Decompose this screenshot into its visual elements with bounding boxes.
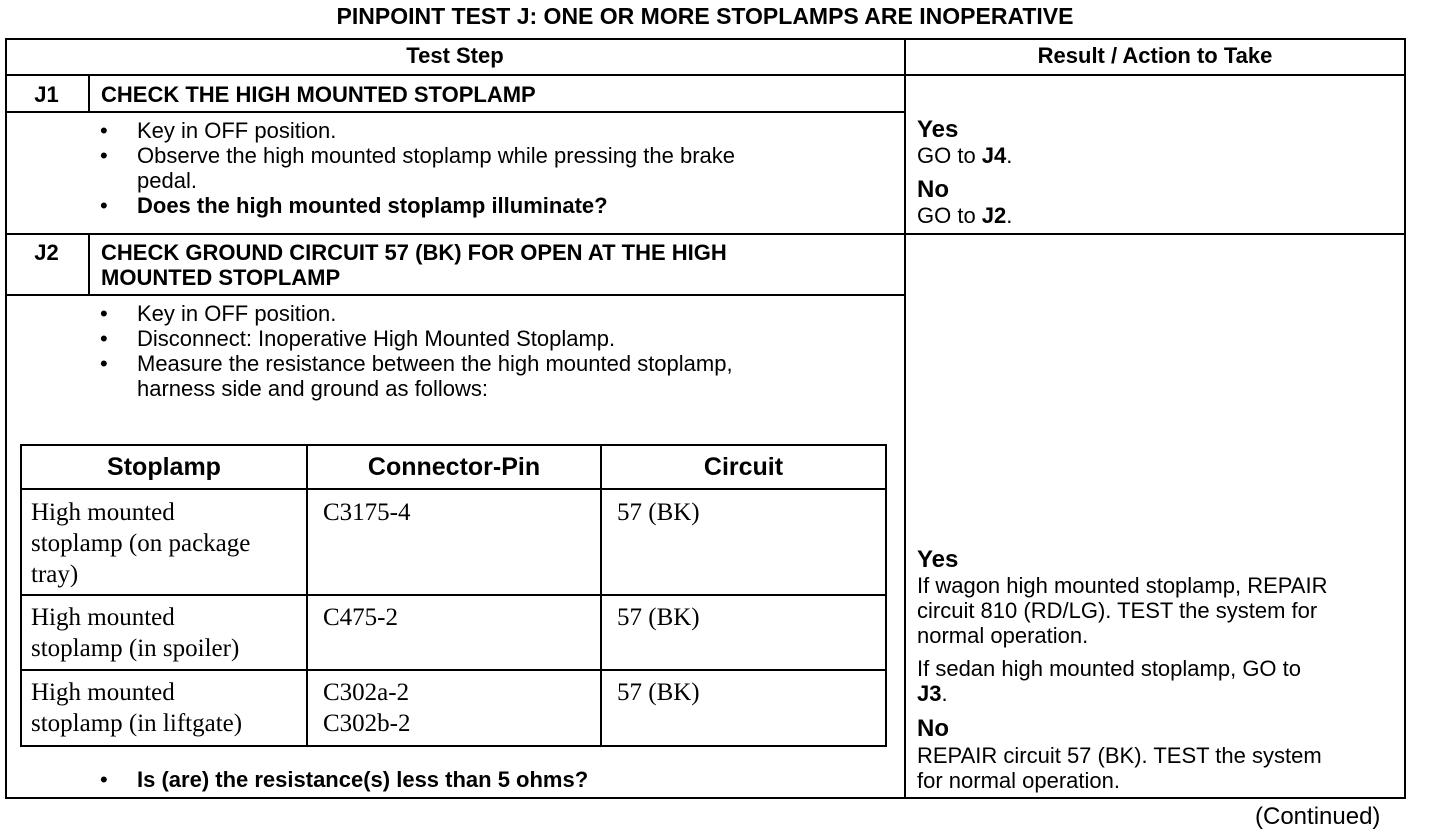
j2-id-divider <box>88 233 90 295</box>
table-row-3-circuit: 57 (BK) <box>617 679 700 706</box>
j2-yes-label: Yes <box>917 546 959 573</box>
j1-j2-divider <box>5 233 1406 235</box>
j1-bullet-2: Observe the high mounted stoplamp while pressing the brake <box>137 143 736 168</box>
table-row-3-stoplamp-line-1: High mounted <box>31 679 175 706</box>
j2-heading-line-1: CHECK GROUND CIRCUIT 57 (BK) FOR OPEN AT THE HIGH <box>101 240 727 265</box>
table-row-1-pin: C3175-4 <box>323 499 411 526</box>
j1-no-label: No <box>917 176 949 203</box>
j2-heading-line-2: MOUNTED STOPLAMP <box>101 265 341 290</box>
j2-yes-line-1: If wagon high mounted stoplamp, REPAIR <box>917 573 1328 598</box>
table-header-circuit: Circuit <box>703 453 784 481</box>
j2-bullet-3-cont: harness side and ground as follows: <box>137 376 488 401</box>
continued-note: (Continued) <box>1255 803 1381 830</box>
table-row-divider-1 <box>20 594 887 596</box>
table-row-1-circuit: 57 (BK) <box>617 499 700 526</box>
j1-id-divider <box>88 74 90 112</box>
j2-question-mark: • <box>100 767 108 792</box>
frame-bottom <box>5 797 1406 799</box>
result-header: Result / Action to Take <box>1037 43 1273 68</box>
table-row-3-stoplamp-line-2: stoplamp (in liftgate) <box>31 710 243 737</box>
table-row-divider-2 <box>20 669 887 671</box>
table-row-3-pin-line-2: C302b-2 <box>323 710 411 737</box>
j1-bullet-1: Key in OFF position. <box>137 118 337 143</box>
j2-no-line-1: REPAIR circuit 57 (BK). TEST the system <box>917 743 1322 768</box>
j2-question: Is (are) the resistance(s) less than 5 ohms? <box>137 767 589 792</box>
j1-yes-ref: J4 <box>981 143 1007 168</box>
frame-top <box>5 38 1406 40</box>
frame-left <box>5 38 7 799</box>
j1-heading-divider <box>5 111 905 113</box>
j1-heading: CHECK THE HIGH MOUNTED STOPLAMP <box>101 82 536 107</box>
j2-bullet-1-mark: • <box>100 301 108 326</box>
j1-bullet-1-mark: • <box>100 118 108 143</box>
j2-sedan-line-2: J3. <box>917 681 948 706</box>
j1-bullet-2-mark: • <box>100 143 108 168</box>
table-row-1-stoplamp-line-2: stoplamp (on package <box>31 530 251 557</box>
header-divider <box>5 74 1406 76</box>
j2-bullet-3: Measure the resistance between the high mounted stoplamp, <box>137 351 733 376</box>
j2-no-line-2: for normal operation. <box>917 768 1120 793</box>
j2-bullet-2: Disconnect: Inoperative High Mounted Stoplamp. <box>137 326 616 351</box>
table-row-1-stoplamp-line-3: tray) <box>31 561 79 588</box>
j2-heading-divider <box>5 294 905 296</box>
j1-no-ref: J2 <box>981 203 1007 228</box>
table-row-2-stoplamp-line-1: High mounted <box>31 604 175 631</box>
j1-question: Does the high mounted stoplamp illuminate? <box>137 193 608 218</box>
column-divider <box>904 38 906 799</box>
table-row-2-circuit: 57 (BK) <box>617 604 700 631</box>
frame-right <box>1404 38 1406 799</box>
j2-bullet-3-mark: • <box>100 351 108 376</box>
j2-step-id: J2 <box>34 240 59 265</box>
j2-yes-line-3: normal operation. <box>917 623 1089 648</box>
j1-bullet-2-cont: pedal. <box>137 168 197 193</box>
j2-sedan-line-1: If sedan high mounted stoplamp, GO to <box>917 656 1302 681</box>
j1-yes-text: GO to J4. <box>917 143 1013 168</box>
j2-bullet-1: Key in OFF position. <box>137 301 337 326</box>
j2-bullet-2-mark: • <box>100 326 108 351</box>
test-step-header: Test Step <box>406 43 504 68</box>
table-row-2-pin: C475-2 <box>323 604 398 631</box>
j1-no-text: GO to J2. <box>917 203 1013 228</box>
j2-no-label: No <box>917 715 949 742</box>
j1-step-id: J1 <box>34 82 59 107</box>
table-header-connector-pin: Connector-Pin <box>367 453 541 481</box>
table-header-stoplamp: Stoplamp <box>107 453 221 481</box>
j2-sedan-ref: J3 <box>917 681 942 706</box>
table-row-1-stoplamp-line-1: High mounted <box>31 499 175 526</box>
page-title: PINPOINT TEST J: ONE OR MORE STOPLAMPS ARE INOPERATIVE <box>336 3 1074 29</box>
table-row-3-pin-line-1: C302a-2 <box>323 679 410 706</box>
j1-bullet-3-mark: • <box>100 193 108 218</box>
j1-yes-label: Yes <box>917 116 959 143</box>
table-row-2-stoplamp-line-2: stoplamp (in spoiler) <box>31 635 240 662</box>
table-header-divider <box>20 488 887 490</box>
j2-yes-line-2: circuit 810 (RD/LG). TEST the system for <box>917 598 1318 623</box>
